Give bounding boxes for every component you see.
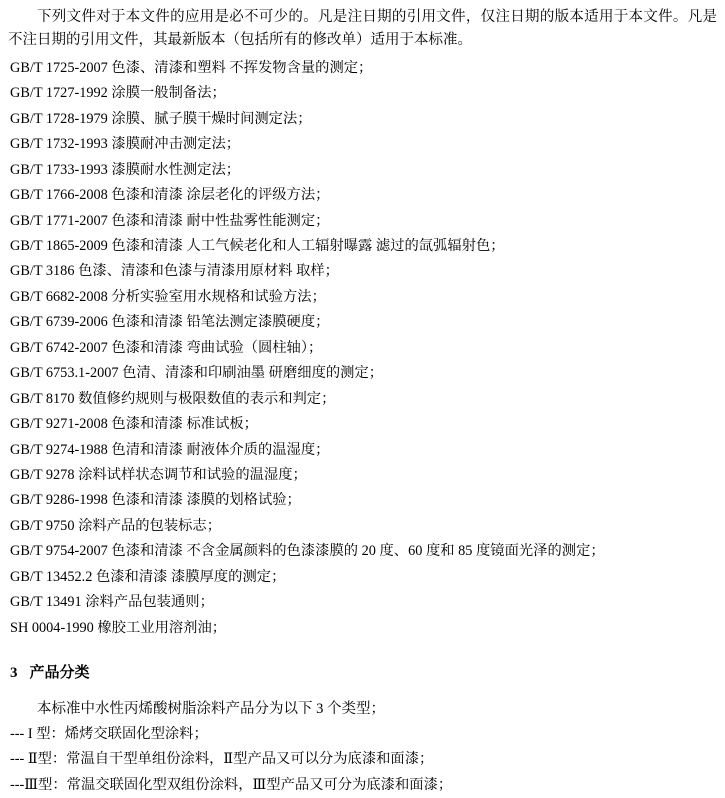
- standard-code: GB/T 9271-2008: [10, 416, 108, 433]
- standard-entry: [8, 336, 717, 361]
- standard-entry: [8, 285, 717, 310]
- standard-entry: [8, 590, 717, 615]
- standard-title: 色漆和清漆 不含金属颜料的色漆漆膜的 20 度、60 度和 85 度镜面光泽的测定；: [111, 543, 605, 560]
- standard-title: 色漆和清漆 漆膜的划格试验；: [111, 492, 301, 509]
- standard-entry: [8, 539, 717, 564]
- standard-entry: [8, 209, 717, 234]
- standard-title: 色漆和清漆 漆膜厚度的测定；: [95, 568, 286, 585]
- standard-entry: [8, 438, 717, 463]
- standard-title: 分析实验室用水规格和试验方法；: [111, 288, 326, 305]
- product-type-item: --- Ⅱ型：常温自干型单组份涂料，Ⅱ型产品又可以分为底漆和面漆；: [10, 751, 434, 768]
- standard-entry: [8, 463, 717, 488]
- classification-intro: 本标准中水性丙烯酸树脂涂料产品分为以下 3 个类型；: [37, 700, 385, 717]
- standard-entry: [8, 132, 717, 157]
- standard-entry: [8, 107, 717, 132]
- standard-entry: [8, 234, 717, 259]
- standard-title: 色漆和清漆 弯曲试验（圆柱轴）；: [111, 339, 323, 356]
- standard-code: GB/T 1732-1993: [10, 136, 108, 153]
- standard-entry: [8, 361, 717, 386]
- standard-title: 色漆和清漆 标准试板；: [111, 416, 258, 433]
- standard-title: 漆膜耐冲击测定法；: [111, 136, 241, 153]
- standard-title: 色漆、清漆和色漆与清漆用原材料 取样；: [78, 263, 339, 280]
- standard-entry: [8, 412, 717, 437]
- standard-code: GB/T 1728-1979: [10, 110, 108, 127]
- normative-references-list: [8, 56, 717, 641]
- standard-title: 色清和清漆 耐液体介质的温湿度；: [111, 441, 330, 458]
- standard-title: 橡胶工业用溶剂油；: [97, 619, 227, 636]
- standard-code: GB/T 6753.1-2007: [10, 365, 119, 382]
- standard-title: 色漆和清漆 涂层老化的评级方法；: [111, 187, 330, 204]
- standard-code: GB/T 1733-1993: [10, 161, 108, 178]
- standard-entry: [8, 616, 717, 641]
- product-type-list: [8, 722, 717, 798]
- standard-entry: [8, 81, 717, 106]
- product-type-item: ---Ⅲ型：常温交联固化型双组份涂料，Ⅲ型产品又可分为底漆和面漆；: [10, 776, 453, 793]
- standard-code: GB/T 1766-2008: [10, 187, 108, 204]
- standard-code: GB/T 1865-2009: [10, 238, 108, 255]
- standard-code: GB/T 1771-2007: [10, 212, 108, 229]
- standard-entry: [8, 183, 717, 208]
- standard-code: GB/T 9274-1988: [10, 441, 108, 458]
- standard-title: 涂膜一般制备法；: [111, 85, 226, 102]
- standard-code: GB/T 9278: [10, 466, 75, 483]
- standard-title: 漆膜耐水性测定法；: [111, 161, 241, 178]
- standard-entry: [8, 488, 717, 513]
- standard-title: 涂料试样状态调节和试验的温湿度；: [78, 466, 307, 483]
- standard-title: 涂膜、腻子膜干燥时间测定法；: [111, 110, 312, 127]
- standard-title: 色漆和清漆 人工气候老化和人工辐射曝露 滤过的氙弧辐射色；: [111, 238, 505, 255]
- standard-title: 色漆和清漆 耐中性盐雾性能测定；: [111, 212, 330, 229]
- intro-paragraph: 下列文件对于本文件的应用是必不可少的。凡是注日期的引用文件，仅注日期的版本适用于本文件。凡是不注日期的引用文件，其最新版本（包括所有的修改单）适用于本标准。: [8, 9, 717, 49]
- standard-entry: [8, 565, 717, 590]
- standard-entry: [8, 514, 717, 539]
- standard-title: 涂料产品的包装标志；: [78, 517, 222, 534]
- standard-code: GB/T 1725-2007: [10, 59, 108, 76]
- standard-code: SH 0004-1990: [10, 619, 94, 636]
- standard-title: 色漆和清漆 铅笔法测定漆膜硬度；: [111, 314, 330, 331]
- standard-entry: [8, 158, 717, 183]
- section-title: 产品分类: [29, 665, 90, 682]
- standard-title: 数值修约规则与极限数值的表示和判定；: [78, 390, 336, 407]
- product-type-item: --- I 型：烯烤交联固化型涂料；: [10, 725, 208, 742]
- standard-code: GB/T 13452.2: [10, 568, 93, 585]
- standard-code: GB/T 9754-2007: [10, 543, 108, 560]
- standard-entry: [8, 56, 717, 81]
- standard-title: 色漆、清漆和塑料 不挥发物含量的测定；: [111, 59, 373, 76]
- section-heading: [10, 661, 717, 687]
- standard-code: GB/T 6742-2007: [10, 339, 108, 356]
- standard-code: GB/T 6739-2006: [10, 314, 108, 331]
- standard-code: GB/T 1727-1992: [10, 85, 108, 102]
- standard-code: GB/T 3186: [10, 263, 75, 280]
- standard-code: GB/T 8170: [10, 390, 75, 407]
- section-number: 3: [10, 665, 18, 682]
- standard-code: GB/T 9750: [10, 517, 75, 534]
- standard-title: 色清、清漆和印刷油墨 研磨细度的测定；: [122, 365, 384, 382]
- standard-code: GB/T 9286-1998: [10, 492, 108, 509]
- standard-entry: [8, 259, 717, 284]
- standard-code: GB/T 13491: [10, 594, 82, 611]
- standard-code: GB/T 6682-2008: [10, 288, 108, 305]
- standard-entry: [8, 310, 717, 335]
- standard-title: 涂料产品包装通则；: [85, 594, 214, 611]
- standard-entry: [8, 387, 717, 412]
